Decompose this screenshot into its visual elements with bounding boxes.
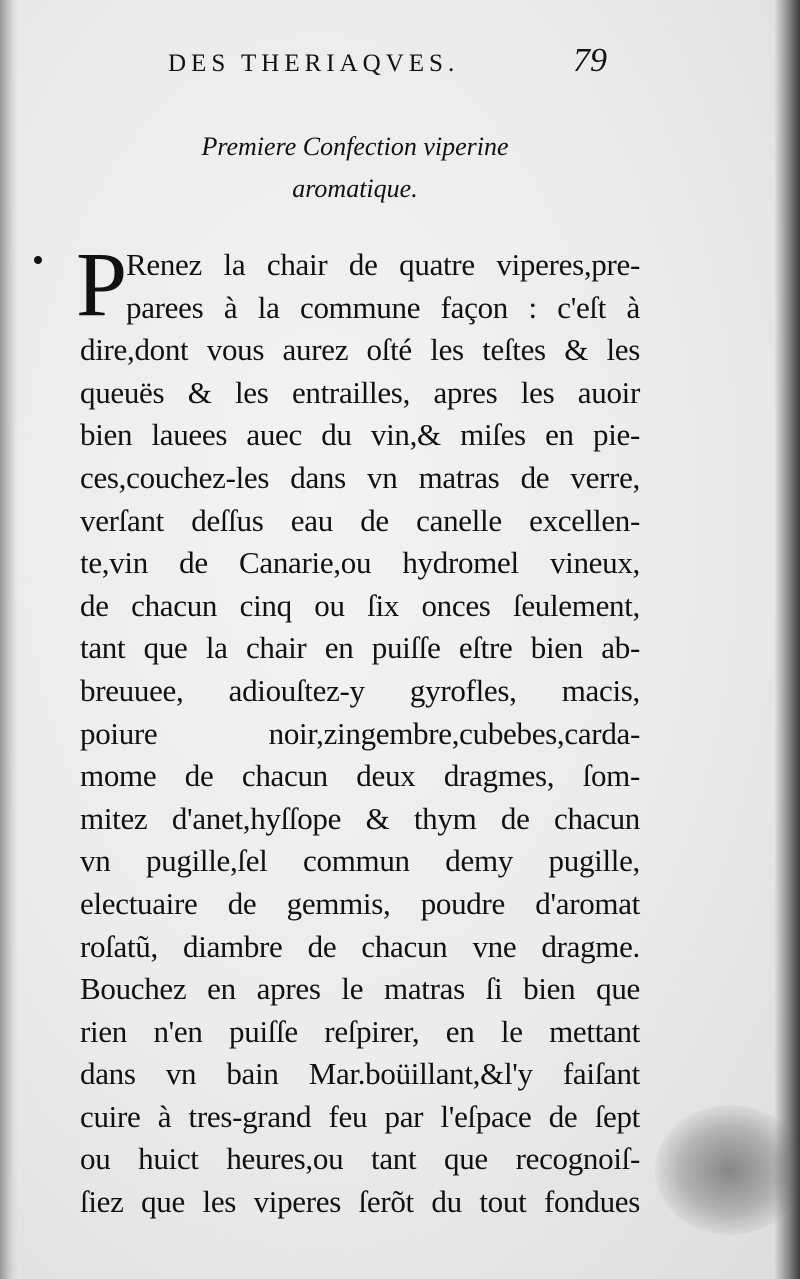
binding-gutter: [0, 0, 18, 1279]
text-line: bien lauees auec du vin,& miſes en pie-: [80, 417, 640, 453]
text-line: verſant deſſus eau de canelle excellen-: [80, 502, 640, 538]
text-line: queuës & les entrailles, apres les auoir: [80, 374, 640, 410]
text-line: parees à la commune façon : c'eſt à: [126, 289, 640, 325]
page-edge-shadow: [774, 0, 800, 1279]
text-line: de chacun cinq ou ſix onces ſeulement,: [80, 587, 640, 623]
margin-bullet: [34, 256, 42, 264]
text-line: ces,couchez-les dans vn matras de verre,: [80, 459, 640, 495]
text-line: ſiez que les viperes ſerõt du tout fondues: [80, 1184, 640, 1220]
text-line: Renez la chair de quatre viperes,pre-: [126, 247, 640, 282]
text-line: electuaire de gemmis, poudre d'aromat: [80, 885, 640, 921]
text-line: ou huict heures,ou tant que recognoiſ-: [80, 1141, 640, 1177]
section-title-line-1: Premiere Confection viperine: [201, 132, 509, 161]
text-line: mitez d'anet,hyſſope & thym de chacun: [80, 800, 640, 836]
page-number: 79: [573, 42, 607, 79]
text-line: rien n'en puiſſe reſpirer, en le mettant: [80, 1013, 640, 1049]
text-line: dans vn bain Mar.boüillant,&l'y faiſant: [80, 1056, 640, 1092]
page-header: [168, 42, 628, 86]
section-title: [150, 126, 560, 210]
drop-cap: P: [76, 233, 128, 335]
text-line: dire,dont vous aurez oſté les teſtes & les: [80, 332, 640, 368]
section-title-line-2: aromatique.: [292, 174, 418, 203]
text-line: te,vin de Canarie,ou hydromel vineux,: [80, 545, 640, 581]
text-line: roſatũ, diambre de chacun vne dragme.: [80, 928, 640, 964]
text-line: mome de chacun deux dragmes, ſom-: [80, 758, 640, 794]
text-line: vn pugille,ſel commun demy pugille,: [80, 843, 640, 879]
text-line: breuuee, adiouſtez-y gyrofles, macis,: [80, 672, 640, 708]
running-title: DES THERIAQVES.: [168, 50, 460, 77]
text-line: cuire à tres-grand feu par l'eſpace de ſept: [80, 1098, 640, 1134]
text-line: Bouchez en apres le matras ſi bien que: [80, 971, 640, 1007]
ink-stain: [655, 1105, 800, 1235]
text-line: poiure noir,zingembre,cubebes,carda-: [80, 715, 640, 751]
text-line: tant que la chair en puiſſe eſtre bien ab-: [80, 630, 640, 666]
body-text: [80, 244, 640, 1224]
